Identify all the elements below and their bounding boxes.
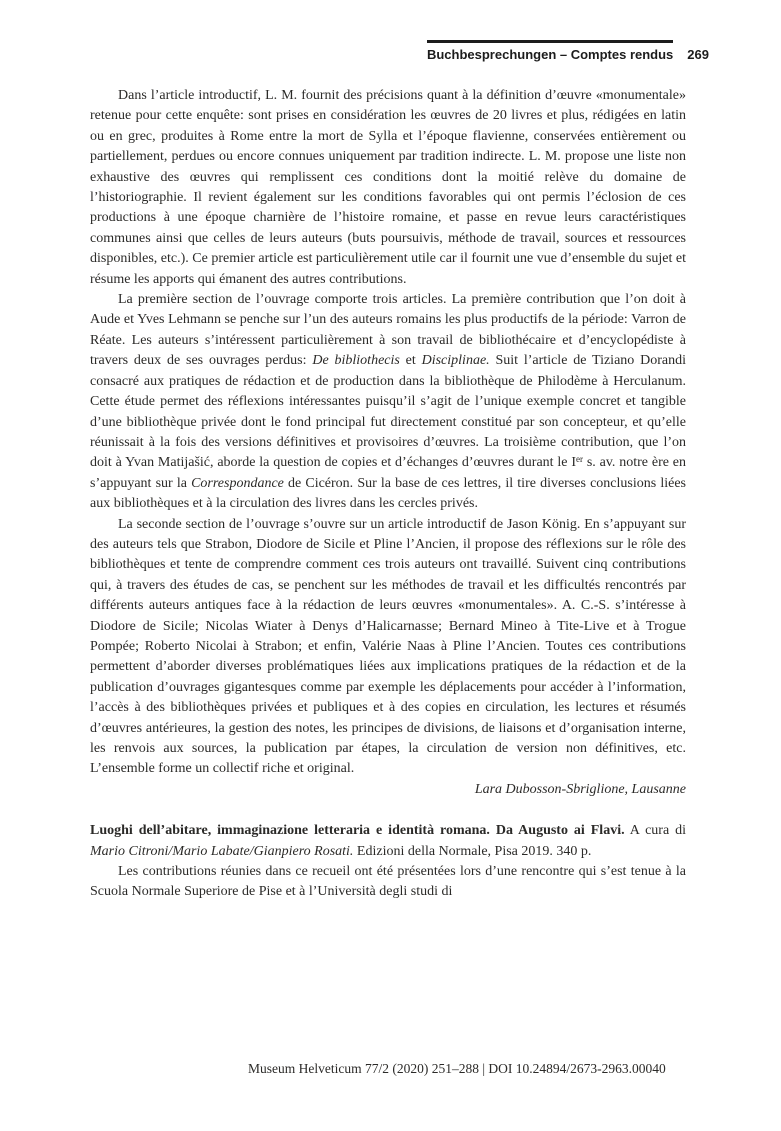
review-paragraph-4: Les contributions réunies dans ce recueil ont été présentées lors d’une rencontre qui s’est tenue à la Scuola Normale Superiore de Pise et à l’Università degli studi di (90, 864, 686, 900)
header-rule (427, 40, 673, 62)
review-paragraph-1: Dans l’article introductif, L. M. fournit des précisions quant à la définition d’œuvre «monumentale» retenue pour cette enquête: sont prises en considération les œuvres de 20 livres et plus, rédigées en latin ou en grec, produites à Rome entre la mort de Sylla et l’époque flavienne, conservées entièrement ou partiellement, perdues ou encore connues uniquement par tradition indirecte. L. M. propose une liste non exhaustive des œuvres qui remplissent ces conditions dont la moitié relève du domaine de l’historiographie. Il revient également sur les conditions favorables qui ont permis l’éclosion de ces productions à une époque charnière de l’histoire romaine, et passe en revue leurs caractéristiques communes ainsi que celles de leurs auteurs (buts poursuivis, méthode de travail, sources et ressources disponibles, etc.). Ce premier article est particulièrement utile car il fournit une vue d’ensemble du sujet et résume les apports qui émanent des autres contributions. (90, 88, 686, 287)
running-title: Buchbesprechungen – Comptes rendus (426, 47, 674, 62)
page-number: 269 (687, 47, 709, 62)
reviewer-signature: Lara Dubosson-Sbriglione, Lausanne (474, 781, 686, 797)
journal-footer (248, 1060, 666, 1077)
book-heading: Luoghi dell’abitare, immaginazione letteraria e identità romana. Da Augusto ai Flavi. A cura di Mario Citroni/Mario Labate/Gianpiero Rosati. Edizioni della Normale, Pisa 2019. 340 p. (90, 823, 686, 859)
review-paragraph-3: La seconde section de l’ouvrage s’ouvre sur un article introductif de Jason König. En s’appuyant sur des auteurs tels que Strabon, Diodore de Sicile et Pline l’Ancien, il propose des réflexions sur le rôle des bibliothèques et tente de comprendre comment ces trois auteurs ont travaillé. Suivent cinq contributions qui, à travers des études de cas, se penchent sur les méthodes de travail et les difficultés rencontrés par différents auteurs antiques face à la rédaction de leurs œuvres «monumentales». A. C.-S. s’intéresse à Diodore de Sicile; Nicolas Wiater à Denys d’Halicarnasse; Bernard Mineo à Tite-Live et à Trogue Pompée; Roberto Nicolai à Strabon; et enfin, Valérie Naas à Pline l’Ancien. Toutes ces contributions permettent d’aborder diverses problématiques liées aux implications pratiques de la rédaction et de la publication d’ouvrages gigantesques comme par exemple les déplacements pour accéder à l’information, l’accès à des bibliothèques privées et publiques et à des copies en circulation, les lectures et résumés d’œuvres antérieures, la gestion des notes, les principes de divisions, de liaisons et d’organisation interne, les renvois aux sources, la publication par étapes, la circulation de version non définitives, etc. L’ensemble forme un collectif riche et original. (90, 516, 686, 777)
journal-citation-line: Museum Helveticum 77/2 (2020) 251–288 | DOI 10.24894/2673-2963.00040 (248, 1061, 666, 1076)
page-header (427, 40, 709, 62)
review-paragraph-2: La première section de l’ouvrage comporte trois articles. La première contribution que l’on doit à Aude et Yves Lehmann se penche sur l’un des auteurs romains les plus productifs de la période: Varron de Réate. Les auteurs s’intéressent particulièrement à son travail de bibliothécaire et d’encyclopédiste à travers deux de ses ouvrages perdus: De bibliothecis et Disciplinae. Suit l’article de Tiziano Dorandi consacré aux pratiques de rédaction et de production dans la bibliothèque de Philodème à Herculanum. Cette étude permet des réflexions intéressantes puisqu’il s’agit de l’unique exemple concret et tangible d’une bibliothèque privée dont le fond principal fut directement constitué par son concepteur, et qu’elle réunissait à la fois des versions définitives et provisoires d’œuvres. La troisième contribution, que l’on doit à Yvan Matijašić, aborde la question de copies et d’échanges d’œuvres durant le Ier s. av. notre ère en s’appuyant sur la Correspondance de Cicéron. Sur la base de ces lettres, il tire diverses conclusions liées aux bibliothèques et à la circulation des livres dans les cercles privés. (90, 292, 686, 512)
page-body (90, 86, 686, 1054)
